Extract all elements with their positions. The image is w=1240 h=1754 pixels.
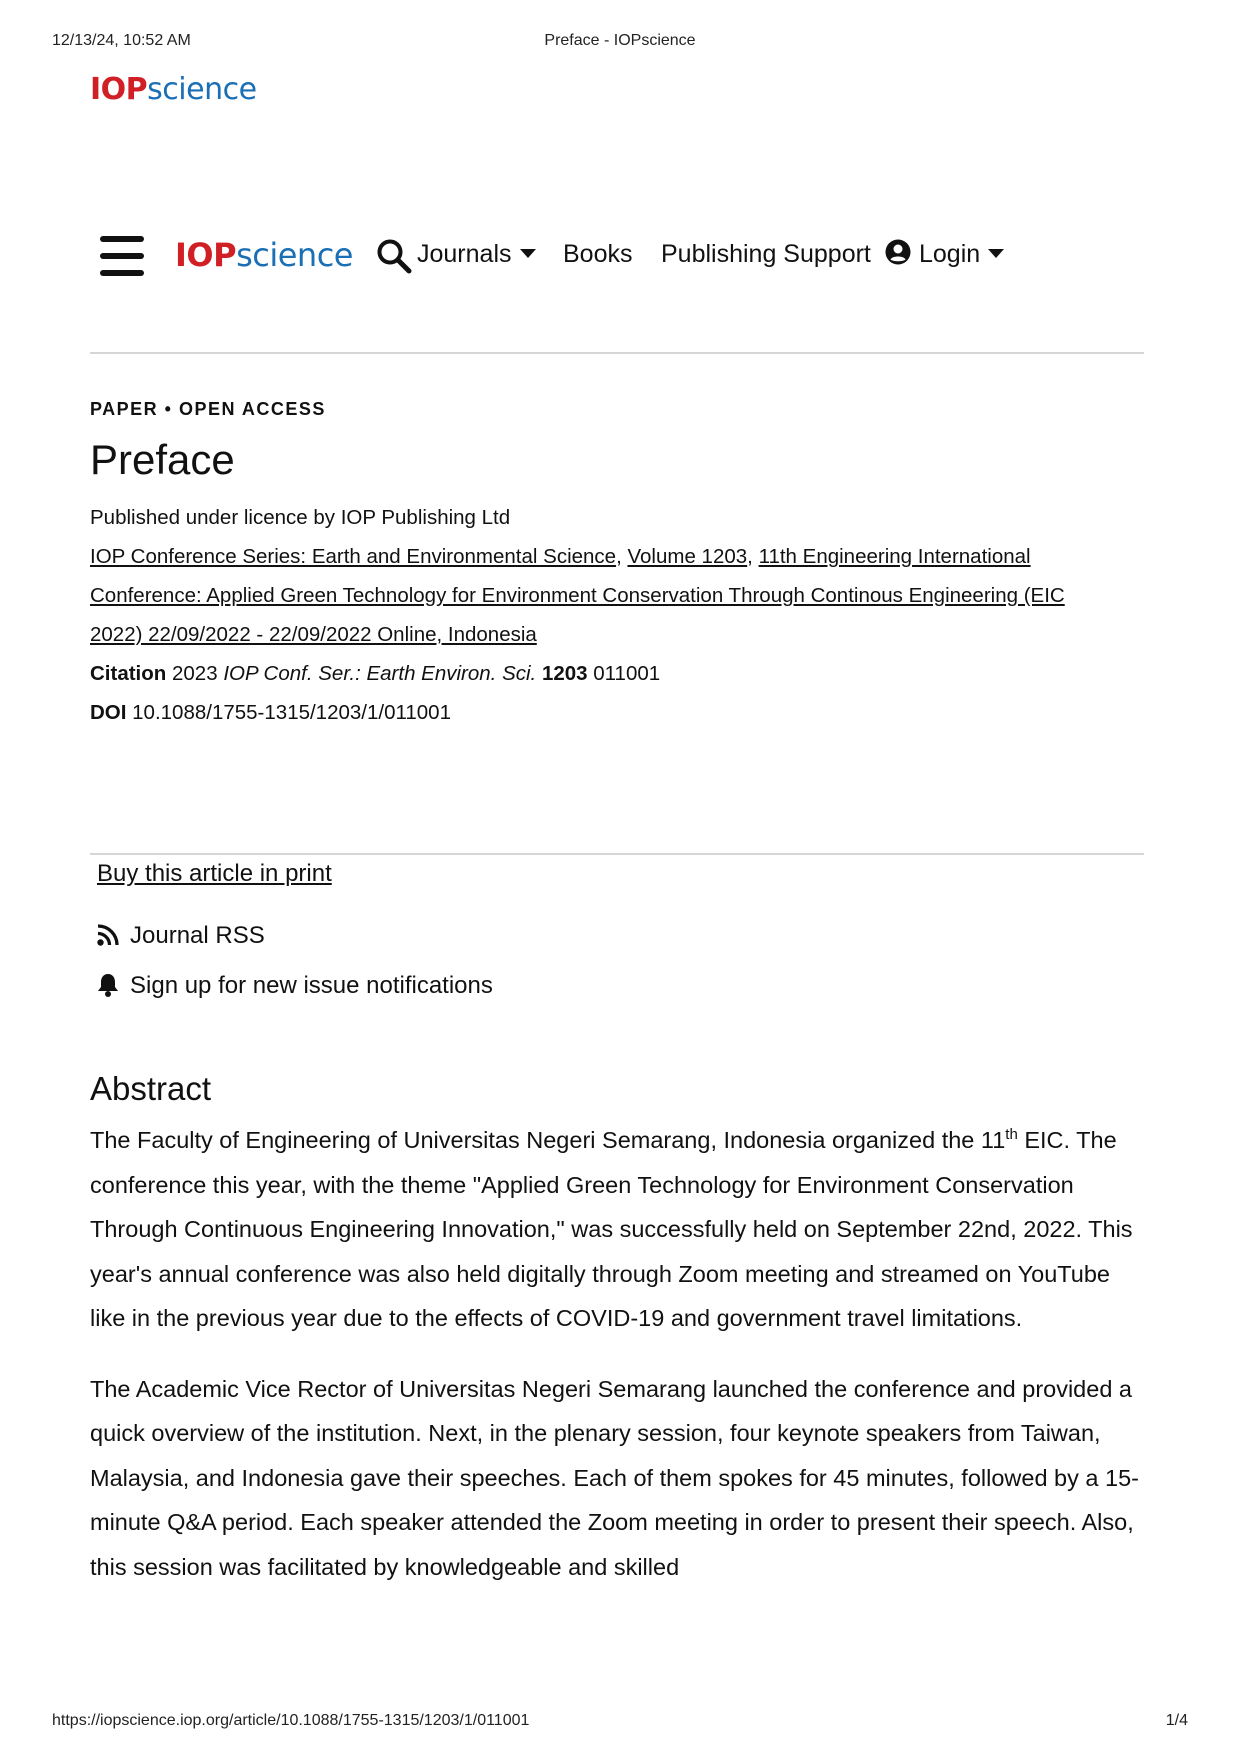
conference-link-end[interactable]: 2022) 22/09/2022 - 22/09/2022 Online, Indonesia: [90, 623, 537, 646]
citation-article: 011001: [593, 662, 661, 685]
conference-link[interactable]: 11th Engineering International: [758, 545, 1031, 568]
print-page-title: Preface - IOPscience: [544, 32, 696, 49]
doi-value: 10.1088/1755-1315/1203/1/011001: [132, 701, 451, 724]
print-header: [52, 32, 1188, 52]
print-datetime: 12/13/24, 10:52 AM: [52, 32, 191, 49]
nav-logo-science: science: [236, 236, 353, 274]
article-type: PAPER • OPEN ACCESS: [90, 399, 326, 419]
series-link[interactable]: IOP Conference Series: Earth and Environmental Science: [90, 545, 617, 568]
print-page-number: 1/4: [1165, 1712, 1188, 1729]
breadcrumb-line-1: IOP Conference Series: Earth and Environmental Science, Volume 1203, 11th Engineering International: [90, 545, 1031, 568]
doi-label: DOI: [90, 701, 127, 724]
conference-link-cont[interactable]: Conference: Applied Green Technology for Environment Conservation Through Continous Engineering (EIC: [90, 584, 1065, 607]
logo-iop: IOP: [90, 72, 148, 107]
notifications-link[interactable]: [96, 972, 493, 1000]
breadcrumb-line-2: [90, 576, 1144, 615]
nav-journals-label: Journals: [417, 240, 512, 268]
search-icon[interactable]: [376, 238, 412, 274]
chevron-down-icon: [520, 249, 536, 258]
abstract-p1-end: EIC. The conference this year, with the theme "Applied Green Technology for Environment Conservation Through Continuous Engineering Innovation," was successfully held on September 22nd, 2022. This year's annual conference was also held digitally through Zoom meeting and streamed on YouTube like in the previous year due to the effects of COVID-19 and government travel limitations.: [90, 1127, 1133, 1331]
licence-text: Published under licence by IOP Publishing Ltd: [90, 506, 511, 529]
article-meta: [90, 498, 1144, 732]
nav-login-label: Login: [919, 240, 981, 268]
logo-science: science: [147, 72, 257, 107]
main-nav: [90, 220, 1144, 292]
abstract-paragraph-1: [90, 1118, 1150, 1341]
bell-icon: [96, 972, 120, 998]
nav-books[interactable]: Books: [563, 240, 633, 268]
rss-icon: [96, 923, 120, 947]
citation: [90, 654, 1144, 693]
nav-logo[interactable]: [175, 236, 353, 274]
user-circle-icon: [885, 239, 911, 265]
notifications-label: Sign up for new issue notifications: [130, 972, 493, 999]
hamburger-menu-icon[interactable]: [100, 236, 144, 276]
page-title: Preface: [90, 436, 235, 483]
citation-volume: 1203: [541, 662, 588, 685]
citation-label: Citation: [90, 662, 167, 685]
journal-rss-link[interactable]: [96, 922, 265, 950]
top-logo[interactable]: [90, 72, 257, 107]
print-footer: [52, 1712, 1188, 1732]
nav-login[interactable]: [885, 240, 1004, 269]
divider: [90, 853, 1144, 855]
abstract-p1-sup: th: [1005, 1126, 1018, 1144]
print-url: https://iopscience.iop.org/article/10.1088/1755-1315/1203/1/011001: [52, 1712, 530, 1729]
nav-publishing-support[interactable]: Publishing Support: [661, 240, 871, 268]
journal-rss-label: Journal RSS: [130, 922, 265, 949]
buy-print-link[interactable]: Buy this article in print: [97, 860, 332, 887]
nav-journals[interactable]: [417, 240, 536, 269]
nav-logo-iop: IOP: [175, 236, 237, 274]
abstract-p1-start: The Faculty of Engineering of Universitas Negeri Semarang, Indonesia organized the 11: [90, 1127, 1006, 1153]
abstract-heading: Abstract: [90, 1070, 212, 1107]
chevron-down-icon: [988, 249, 1004, 258]
doi: [90, 693, 1144, 732]
breadcrumb-line-3: [90, 615, 1144, 654]
abstract-body: [90, 1118, 1150, 1615]
citation-year: 2023: [172, 662, 218, 685]
abstract-paragraph-2: The Academic Vice Rector of Universitas Negeri Semarang launched the conference and provided a quick overview of the institution. Next, in the plenary session, four keynote speakers from Taiwan, Malaysia, and Indonesia gave their speeches. Each of them spokes for 45 minutes, followed by a 15-minute Q&A period. Each speaker attended the Zoom meeting in order to present their speech. Also, this session was facilitated by knowledgeable and skilled: [90, 1375, 1139, 1580]
citation-journal: IOP Conf. Ser.: Earth Environ. Sci.: [223, 662, 537, 685]
divider: [90, 352, 1144, 354]
volume-link[interactable]: Volume 1203: [627, 545, 748, 568]
